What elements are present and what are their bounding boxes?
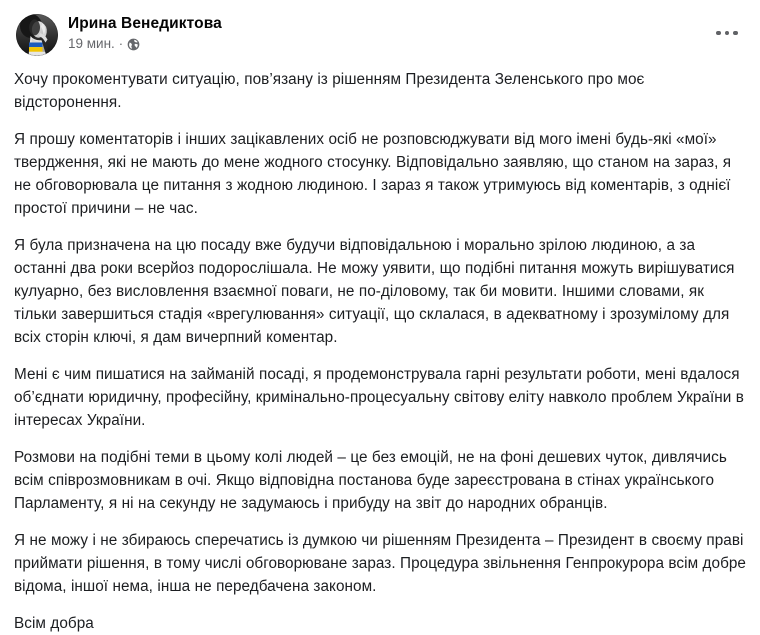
ellipsis-dot — [716, 31, 721, 36]
avatar[interactable] — [16, 14, 58, 56]
post-paragraph: Мені є чим пишатися на займаній посаді, я продемонструвала гарні результати роботи, мені вдалося об’єднати юридичну, професійну, кримінально-процесуальну світову еліту навколо проблем України в інтересах України. — [14, 366, 744, 429]
author-name[interactable]: Ирина Венедиктова — [68, 15, 222, 32]
ellipsis-dot — [725, 31, 730, 36]
ellipsis-dot — [733, 31, 738, 36]
post-options-menu-button[interactable] — [710, 22, 744, 44]
globe-icon[interactable] — [127, 38, 140, 51]
header-text — [68, 13, 222, 52]
meta-separator: · — [118, 36, 124, 51]
post-timestamp[interactable]: 19 мин. — [68, 36, 115, 51]
post-paragraph: Я не можу і не збираюсь сперечатись із думкою чи рішенням Президента – Президент в своєму праві приймати рішення, в тому числі обговорюване зараз. Процедура звільнення Генпрокурора всім добре відома, іншої нема, інша не передбачена законом. — [14, 532, 746, 595]
post-paragraph: Я була призначена на цю посаду вже будучи відповідальною і морально зрілою людиною, а за останні два роки всерйоз подорослішала. Не можу уявити, що подібні питання можуть вирішуватися кулуарно, без висловлення взаємної поваги, не по-діловому, так би мовити. Іншими словами, як тільки завершиться стадія «врегулювання» ситуації, що склалася, в адекватному і зрозумілому для всіх сторін ключі, я дам вичерпний коментар. — [14, 237, 735, 346]
post-paragraph: Я прошу коментаторів і інших зацікавлених осіб не розповсюджувати від мого імені будь-які «мої» твердження, які не мають до мене жодного стосунку. Відповідально заявляю, що станом на зараз, я не обговорювала це питання з жодною людиною. І зараз я також утримуюсь від коментарів, з однієї простої причини – не час. — [14, 131, 732, 217]
post-paragraph: Хочу прокоментувати ситуацію, пов’язану із рішенням Президента Зеленського про моє відсторонення. — [14, 71, 645, 111]
post-meta — [68, 36, 222, 52]
post-body — [0, 62, 760, 635]
post-paragraph: Всім добра — [14, 615, 94, 632]
post-paragraph: Розмови на подібні теми в цьому колі людей – це без емоцій, не на фоні дешевих чуток, дивлячись всім співрозмовникам в очі. Якщо відповідна постанова буде зареєстрована в стінах українського Парламенту, я ні на секунду не задумаюсь і прибуду на звіт до народних обранців. — [14, 449, 727, 512]
post-header — [0, 0, 760, 62]
